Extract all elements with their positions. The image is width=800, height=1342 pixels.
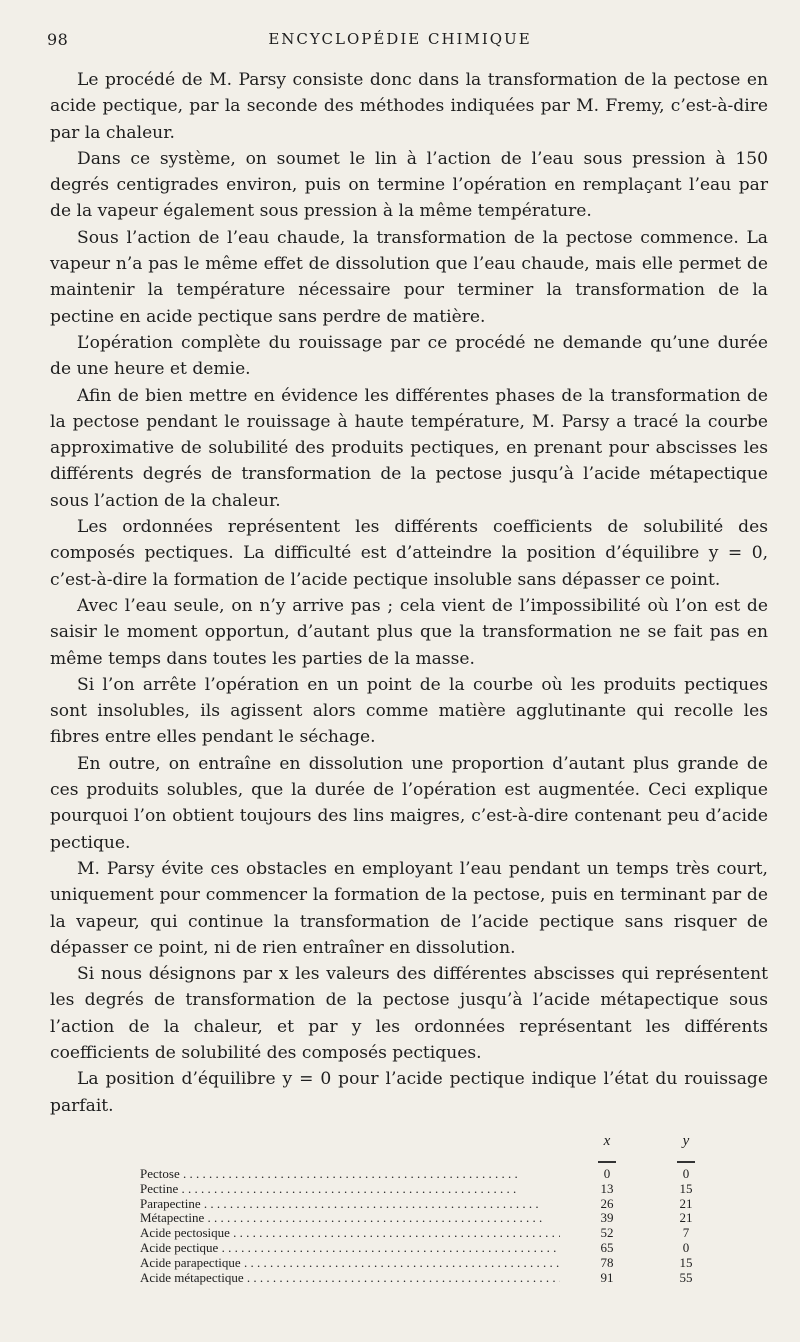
x-value: 78 <box>600 1254 614 1270</box>
y-value: 15 <box>679 1254 693 1270</box>
page-number: 98 <box>47 30 69 49</box>
page-header <box>0 30 800 54</box>
column-header-x: x <box>603 1133 611 1149</box>
x-value: 0 <box>603 1166 611 1181</box>
column-rule-x <box>598 1161 616 1163</box>
compound-name: Acide métapectique . . . <box>140 1271 560 1286</box>
table-header <box>140 1133 730 1159</box>
y-value: 21 <box>679 1210 693 1226</box>
table-row <box>140 1167 730 1182</box>
x-value: 65 <box>600 1239 614 1255</box>
paragraph: Dans ce système, on soumet le lin à l’action de l’eau sous pression à 150 degrés centigrades environ, puis on termine l’opération en remplaçant l’eau par de la vapeur également sous pression à la même température. <box>50 148 768 222</box>
table-row <box>140 1226 730 1241</box>
y-value: 0 <box>682 1239 690 1255</box>
x-value: 13 <box>600 1180 614 1196</box>
y-value: 0 <box>682 1166 690 1181</box>
header-rules <box>140 1159 730 1167</box>
table-row <box>140 1241 730 1256</box>
paragraph: Avec l’eau seule, on n’y arrive pas ; cela vient de l’impossibilité où l’on est de saisir le moment opportun, d’autant plus que la transformation ne se fait pas en même temps dans toutes les parties de la masse. <box>50 595 768 669</box>
body-text <box>50 67 768 1119</box>
solubility-table <box>140 1133 730 1285</box>
compound-name: Métapectine . . . <box>140 1211 560 1226</box>
compound-name: Parapectine . . . <box>140 1197 560 1212</box>
table-row <box>140 1182 730 1197</box>
table-row <box>140 1197 730 1212</box>
y-value: 55 <box>679 1269 693 1285</box>
compound-name: Acide pectosique . . . <box>140 1226 560 1241</box>
paragraph: L’opération complète du rouissage par ce procédé ne demande qu’une durée de une heure et demie. <box>50 332 768 380</box>
paragraph: Sous l’action de l’eau chaude, la transformation de la pectose commence. La vapeur n’a pas le même effet de dissolution que l’eau chaude, mais elle permet de maintenir la température nécessaire pour terminer la transformation de la pectine en acide pectique sans perdre de matière. <box>50 227 768 327</box>
table-row <box>140 1271 730 1286</box>
column-header-y: y <box>682 1133 690 1149</box>
paragraph: Les ordonnées représentent les différents coefficients de solubilité des composés pectiques. La difficulté est d’atteindre la position d’équilibre y = 0, c’est-à-dire la formation de l’acide pectique insoluble sans dépasser ce point. <box>50 517 768 590</box>
column-rule-y <box>677 1161 695 1163</box>
paragraph: La position d’équilibre y = 0 pour l’acide pectique indique l’état du rouissage parfait. <box>50 1069 768 1116</box>
y-value: 7 <box>682 1225 690 1241</box>
x-value: 91 <box>600 1269 614 1285</box>
paragraph: En outre, on entraîne en dissolution une proportion d’autant plus grande de ces produits solubles, que la durée de l’opération est augmentée. Ceci explique pourquoi l’on obtient toujours des lins maigres, c’est-à-dire contenant peu d’acide pectique. <box>50 753 768 853</box>
table-row <box>140 1211 730 1226</box>
paragraph: Si l’on arrête l’opération en un point de la courbe où les produits pectiques sont insolubles, ils agissent alors comme matière agglutinante qui recolle les fibres entre elles pendant le séchage. <box>50 674 768 748</box>
running-title: ENCYCLOPÉDIE CHIMIQUE <box>268 30 532 48</box>
table-row <box>140 1256 730 1271</box>
x-value: 26 <box>600 1195 614 1211</box>
x-value: 52 <box>600 1225 614 1241</box>
paragraph: M. Parsy évite ces obstacles en employant l’eau pendant un temps très court, uniquement pour commencer la formation de la pectose, puis en terminant par de la vapeur, qui continue la transformation de l’acide pectique sans risquer de dépasser ce point, ni de rien entraîner en dissolution. <box>50 858 768 958</box>
paragraph: Si nous désignons par x les valeurs des différentes abscisses qui représentent les degrés de transformation de la pectose jusqu’à l’acide métapectique sous l’action de la chaleur, et par y les ordonnées représentant les différents coefficients de solubilité des composés pectiques. <box>50 964 768 1063</box>
compound-name: Pectose . . . <box>140 1167 560 1182</box>
y-value: 15 <box>679 1180 693 1196</box>
x-value: 39 <box>600 1210 614 1226</box>
y-value: 21 <box>679 1195 693 1211</box>
paragraph: Afin de bien mettre en évidence les différentes phases de la transformation de la pectose pendant le rouissage à haute température, M. Parsy a tracé la courbe approximative de solubilité des produits pectiques, en prenant pour abscisses les différents degrés de transformation de la pectose jusqu’à l’acide métapectique sous l’action de la chaleur. <box>50 385 768 511</box>
compound-name: Pectine . . . <box>140 1182 560 1197</box>
compound-name: Acide pectique . . . <box>140 1241 560 1256</box>
paragraph: Le procédé de M. Parsy consiste donc dans la transformation de la pectose en acide pectique, par la seconde des méthodes indiquées par M. Fremy, c’est-à-dire par la chaleur. <box>50 70 768 143</box>
compound-name: Acide parapectique . . . <box>140 1256 560 1271</box>
